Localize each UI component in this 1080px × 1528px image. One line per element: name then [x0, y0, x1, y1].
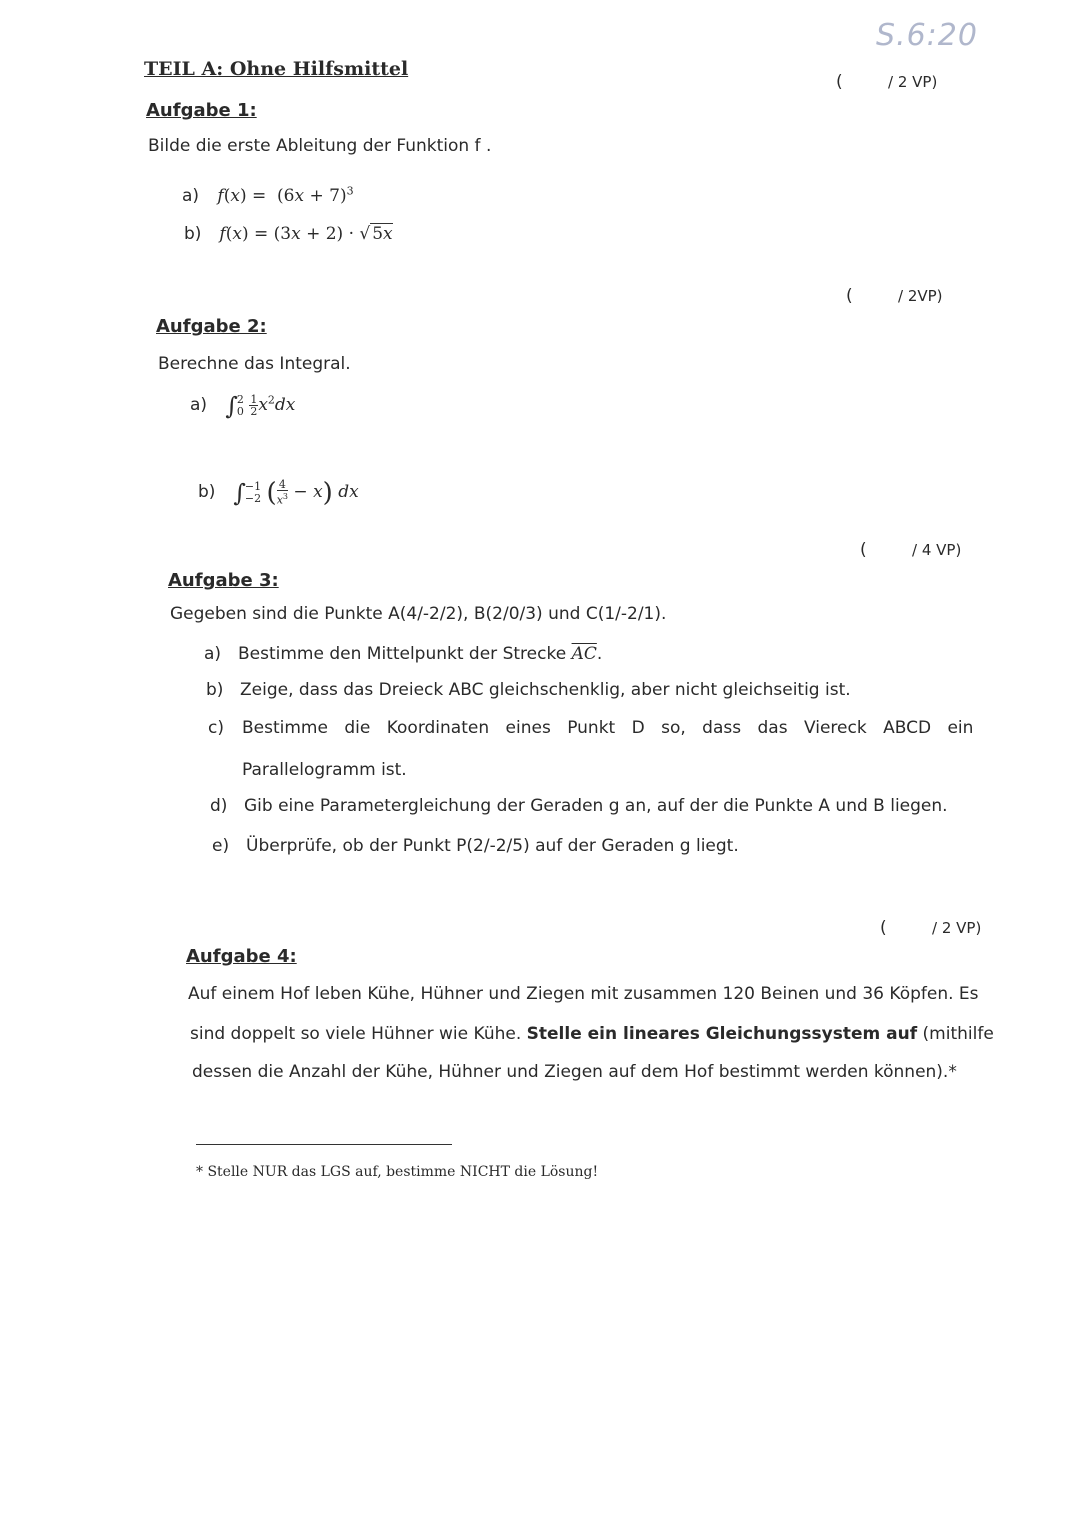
- task-3-prompt: Gegeben sind die Punkte A(4/-2/2), B(2/0/3) und C(1/-2/1).: [170, 604, 667, 624]
- formula-1b: f(x) = (3x + 2) · √ 5x: [219, 224, 393, 244]
- task-4-line-2: sind doppelt so viele Hühner wie Kühe. Stelle ein lineares Gleichungssystem auf (mithilfe: [190, 1024, 994, 1044]
- formula-1a: $f(x) = (6x + 7)^3$: [217, 184, 354, 206]
- footnote-rule: [196, 1144, 452, 1145]
- task-4-heading: Aufgabe 4:: [186, 946, 297, 967]
- task-2-heading: Aufgabe 2:: [156, 316, 267, 337]
- task-3-item-a: a) Bestimme den Mittelpunkt der Strecke $\overline{AC}$.: [204, 644, 603, 664]
- task-4-instruction: Stelle ein lineares Gleichungssystem auf: [526, 1024, 918, 1044]
- formula-2b: ∫ −1 −2 ( $\frac{4}{x^3}$ − x) dx: [233, 478, 359, 508]
- task-1-prompt: Bilde die erste Ableitung der Funktion f .: [148, 136, 492, 156]
- task-3-item-e: e) Überprüfe, ob der Punkt P(2/-2/5) auf der Geraden g liegt.: [212, 836, 739, 856]
- task-4-line-3: dessen die Anzahl der Kühe, Hühner und Ziegen auf dem Hof bestimmt werden können).*: [192, 1062, 957, 1082]
- formula-2a: ∫ 2 0 $\frac{1}{2}$ $x^2dx$: [225, 392, 296, 420]
- task-4-line-1: Auf einem Hof leben Kühe, Hühner und Ziegen mit zusammen 120 Beinen und 36 Köpfen. Es: [188, 984, 979, 1004]
- task-3-item-b: b) Zeige, dass das Dreieck ABC gleichschenklig, aber nicht gleichseitig ist.: [206, 680, 851, 700]
- task-2-prompt: Berechne das Integral.: [158, 354, 351, 374]
- score-box-2: ( / 2VP): [846, 286, 943, 306]
- footnote: * Stelle NUR das LGS auf, bestimme NICHT die Lösung!: [196, 1164, 599, 1180]
- task-2-item-a: a) ∫ 2 0 $\frac{1}{2}$ $x^2dx$: [190, 392, 296, 420]
- task-3-item-d: d) Gib eine Parametergleichung der Geraden g an, auf der die Punkte A und B liegen.: [210, 796, 948, 816]
- score-box-4: ( / 2 VP): [880, 918, 982, 938]
- task-3-item-c-continued: Parallelogramm ist.: [242, 760, 407, 780]
- handwritten-note: S.6:20: [876, 18, 978, 53]
- task-1-item-a: a) $f(x) = (6x + 7)^3$: [182, 184, 354, 206]
- score-box-3: ( / 4 VP): [860, 540, 962, 560]
- segment-ac: $\overline{AC}$: [571, 644, 597, 664]
- worksheet-page: [8, 28, 1056, 1228]
- task-3-heading: Aufgabe 3:: [168, 570, 279, 591]
- task-2-item-b: b) ∫ −1 −2 ( $\frac{4}{x^3}$ − x) dx: [198, 478, 359, 508]
- task-1-heading: Aufgabe 1:: [146, 100, 257, 121]
- task-1-item-b: b) f(x) = (3x + 2) · √ 5x: [184, 224, 393, 244]
- task-3-item-c: c) Bestimme die Koordinaten eines Punkt D so, dass das Viereck ABCD ein: [208, 718, 974, 738]
- score-box-1: ( / 2 VP): [836, 72, 938, 92]
- section-title: TEIL A: Ohne Hilfsmittel: [144, 58, 409, 80]
